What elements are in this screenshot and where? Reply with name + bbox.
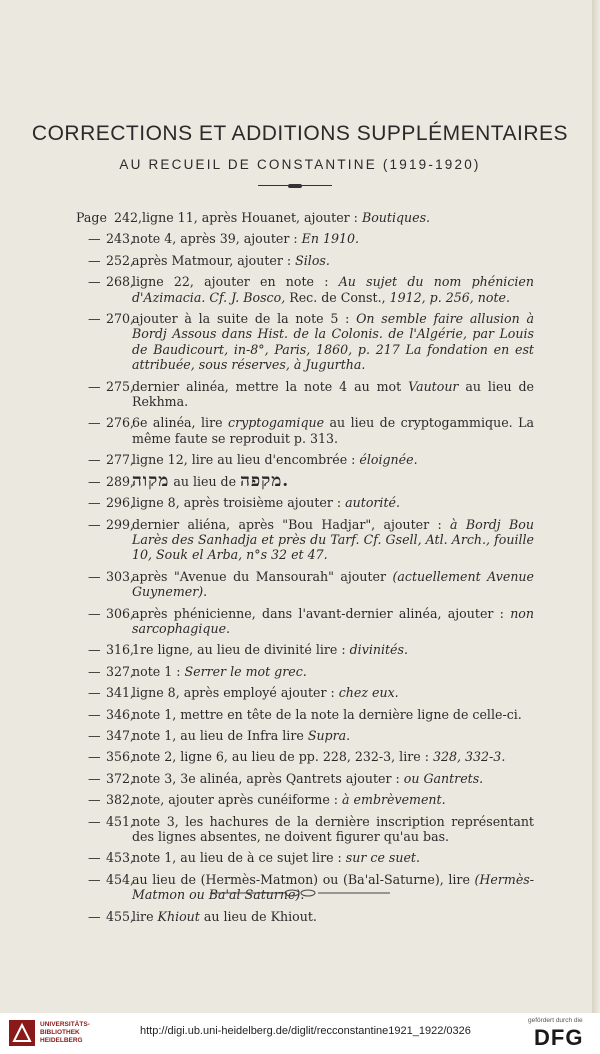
correction-entry — [76, 517, 534, 563]
entry-italic-text: Au sujet du nom phénicien d'Azimacia. Cf. J. Bosco, — [132, 274, 534, 305]
entry-text: après "Avenue du Mansourah" ajouter — [132, 568, 393, 584]
correction-entry — [76, 814, 534, 845]
correction-entry — [76, 728, 534, 743]
entry-page-number: 372, — [106, 770, 135, 786]
correction-entry — [76, 642, 534, 657]
page-subtitle: AU RECUEIL DE CONSTANTINE (1919-1920) — [119, 157, 481, 172]
entry-dash: — — [88, 605, 101, 621]
entry-text: note 3, 3e alinéa, après Qantrets ajouter : — [132, 770, 404, 786]
entry-page-number: 306, — [106, 605, 135, 621]
entry-page-number: 382, — [106, 792, 135, 808]
entry-page-number: 316, — [106, 642, 135, 658]
entry-italic-text: Serrer le mot grec. — [184, 663, 307, 679]
entry-italic-text: divinités. — [349, 642, 408, 658]
entry-dash: — — [88, 663, 101, 679]
entry-text: 6e alinéa, lire — [132, 415, 229, 431]
entry-page-number: 277, — [106, 452, 135, 468]
entry-dash: — — [88, 495, 101, 511]
correction-entry — [76, 231, 534, 246]
entry-italic-text: On semble faire allusion à Bordj Assous dans Hist. de la Colonis. de l'Algérie, par Louis de Baudicourt, in-8°, Paris, 1860, p. 217 La fondation en est attribuée, sous réserves, à Jugurtha. — [132, 311, 534, 373]
source-url[interactable]: http://digi.ub.uni-heidelberg.de/diglit/recconstantine1921_1922/0326 — [140, 1025, 471, 1037]
entry-italic-text: 1912, p. 256, note. — [389, 289, 510, 305]
entry-dash: — — [88, 871, 101, 887]
entry-italic-text: Supra. — [307, 727, 351, 743]
entry-text: ligne 12, lire au lieu d'encombrée : — [132, 452, 360, 468]
correction-entry — [76, 707, 534, 722]
entry-dash: — — [88, 685, 101, 701]
entry-text: dernier aliéna, après "Bou Hadjar", ajouter : — [132, 516, 451, 532]
entry-dash: — — [88, 516, 101, 532]
correction-entry — [76, 274, 534, 305]
entry-dash: — — [88, 473, 101, 489]
entry-dash: — — [88, 850, 101, 866]
entry-page-number: 299, — [106, 516, 135, 532]
entry-italic-text: éloignée. — [359, 452, 418, 468]
entry-page-number: 455, — [106, 908, 135, 924]
entry-italic-text: 328, 332-3. — [432, 749, 506, 765]
entry-text: note 1, au lieu de à ce sujet lire : — [132, 850, 346, 866]
entry-page-number: 243, — [106, 231, 135, 247]
page-edge — [592, 0, 600, 1013]
entry-italic-text: à Bordj Bou Larès des Sanhadja et près du Tarf. Cf. Gsell, Atl. Arch., fouille 10, Souk el Arba, n°s 32 et 47. — [132, 516, 534, 563]
correction-entry — [76, 569, 534, 600]
dfg-logo: DFG — [534, 1025, 584, 1050]
entry-italic-text: cryptogamique — [228, 415, 325, 431]
correction-entry — [76, 664, 534, 679]
entry-italic-text: Khiout — [157, 908, 200, 924]
entry-page-number: 270, — [106, 311, 135, 327]
entry-text: au lieu de Khiout. — [199, 908, 317, 924]
entry-dash: — — [88, 311, 101, 327]
entry-italic-text: (actuellement Avenue Guynemer). — [132, 568, 534, 600]
entry-text: après Matmour, ajouter : — [132, 252, 296, 268]
entry-italic-text: Vautour — [408, 378, 459, 394]
correction-entry — [76, 771, 534, 786]
entry-page-number: 289, — [106, 473, 135, 489]
funded-by-label: gefördert durch die — [528, 1017, 583, 1024]
entry-italic-text: non sarcophagique. — [132, 605, 534, 636]
entry-page-number: 296, — [106, 495, 135, 511]
entry-page-number: 347, — [106, 727, 135, 743]
entry-text: au lieu de cryptogammique. La même faute se reproduit p. 313. — [132, 415, 534, 446]
correction-entry — [76, 452, 534, 467]
correction-entry — [76, 253, 534, 268]
entry-italic-text: ou Gantrets. — [403, 770, 484, 786]
page-title: CORRECTIONS ET ADDITIONS SUPPLÉMENTAIRES — [31, 122, 569, 145]
library-name: UNIVERSITÄTS- BIBLIOTHEK HEIDELBERG — [40, 1021, 90, 1044]
entry-dash: — — [88, 378, 101, 394]
correction-entry — [76, 415, 534, 446]
hebrew-word: מקפה. — [240, 470, 290, 491]
hebrew-word: מקוה — [132, 470, 170, 491]
entry-dash: — — [88, 642, 101, 658]
entry-dash: — — [88, 274, 101, 290]
entry-text: au lieu de Rekhma. — [132, 378, 534, 410]
entry-page-number: 268, — [106, 274, 135, 290]
entry-page-number: 327, — [106, 663, 135, 679]
corrections-list — [76, 210, 534, 930]
entry-dash: — — [88, 908, 101, 924]
entry-dash: — — [88, 792, 101, 808]
entry-dash: — — [88, 568, 101, 584]
entry-dash: Page — [76, 210, 107, 225]
entry-text: après phénicienne, dans l'avant-dernier alinéa, ajouter : — [132, 605, 511, 621]
entry-page-number: 356, — [106, 749, 135, 765]
title-rule-ornament — [258, 183, 332, 188]
university-seal-icon — [8, 1019, 36, 1047]
correction-entry — [76, 749, 534, 764]
entry-page-number: 341, — [106, 685, 135, 701]
correction-entry — [76, 210, 534, 225]
correction-entry — [76, 311, 534, 373]
entry-text: note 1, mettre en tête de la note la dernière ligne de celle-ci. — [132, 706, 522, 722]
entry-text: au lieu de (Hermès-Matmon) ou (Ba'al-Saturne), lire — [132, 871, 475, 887]
entry-page-number: 451, — [106, 813, 135, 829]
entry-text: ligne 8, après employé ajouter : — [132, 685, 339, 701]
correction-entry — [76, 792, 534, 807]
correction-entry — [76, 685, 534, 700]
digitization-footer — [0, 1013, 600, 1054]
entry-text: Rec. de Const., — [285, 289, 390, 305]
entry-dash: — — [88, 452, 101, 468]
entry-text: ligne 8, après troisième ajouter : — [132, 495, 346, 511]
entry-page-number: 454, — [106, 871, 135, 887]
correction-entry — [76, 379, 534, 410]
entry-dash: — — [88, 813, 101, 829]
entry-text: ligne 11, après Houanet, ajouter : — [142, 210, 362, 225]
entry-dash: — — [88, 727, 101, 743]
correction-entry — [76, 850, 534, 865]
correction-entry — [76, 495, 534, 510]
entry-dash: — — [88, 706, 101, 722]
entry-page-number: 252, — [106, 252, 135, 268]
entry-italic-text: à embrèvement. — [342, 792, 446, 808]
entry-page-number: 276, — [106, 415, 135, 431]
entry-text: note, ajouter après cunéiforme : — [132, 792, 343, 808]
entry-italic-text: autorité. — [345, 495, 400, 511]
entry-text: 1re ligne, au lieu de divinité lire : — [132, 642, 350, 658]
entry-page-number: 453, — [106, 850, 135, 866]
entry-text: ligne 22, ajouter en note : — [132, 274, 339, 290]
entry-italic-text: (Hermès-Matmon ou Ba'al Saturne). — [132, 871, 534, 903]
entry-italic-text: Boutiques. — [361, 210, 431, 225]
entry-dash: — — [88, 770, 101, 786]
end-ornament — [210, 888, 390, 898]
entry-dash: — — [88, 231, 101, 247]
entry-dash: — — [88, 749, 101, 765]
entry-page-number: 346, — [106, 706, 135, 722]
entry-text: note 3, les hachures de la dernière inscription représentant des lignes absentes, ne doivent figurer qu'au bas. — [132, 813, 534, 844]
entry-italic-text: En 1910. — [301, 231, 360, 247]
correction-entry — [76, 606, 534, 637]
correction-entry — [76, 909, 534, 924]
entry-italic-text: chez eux. — [338, 685, 399, 701]
entry-text: dernier alinéa, mettre la note 4 au mot — [132, 378, 409, 394]
entry-text: note 1 : — [132, 663, 185, 679]
entry-italic-text: sur ce suet. — [345, 850, 420, 866]
entry-page-number: 303, — [106, 568, 135, 584]
entry-text: note 2, ligne 6, au lieu de pp. 228, 232-3, lire : — [132, 749, 433, 765]
entry-page-number: 275, — [106, 378, 135, 394]
entry-text: note 1, au lieu de Infra lire — [132, 727, 308, 743]
entry-dash: — — [88, 252, 101, 268]
entry-dash: — — [88, 415, 101, 431]
entry-text: ajouter à la suite de la note 5 : — [132, 311, 357, 327]
entry-text: lire — [132, 908, 158, 924]
entry-text: au lieu de — [169, 473, 241, 489]
entry-italic-text: Silos. — [295, 252, 330, 268]
correction-entry — [76, 470, 534, 491]
entry-page-number: 242, — [114, 210, 143, 225]
entry-text: note 4, après 39, ajouter : — [132, 231, 302, 247]
